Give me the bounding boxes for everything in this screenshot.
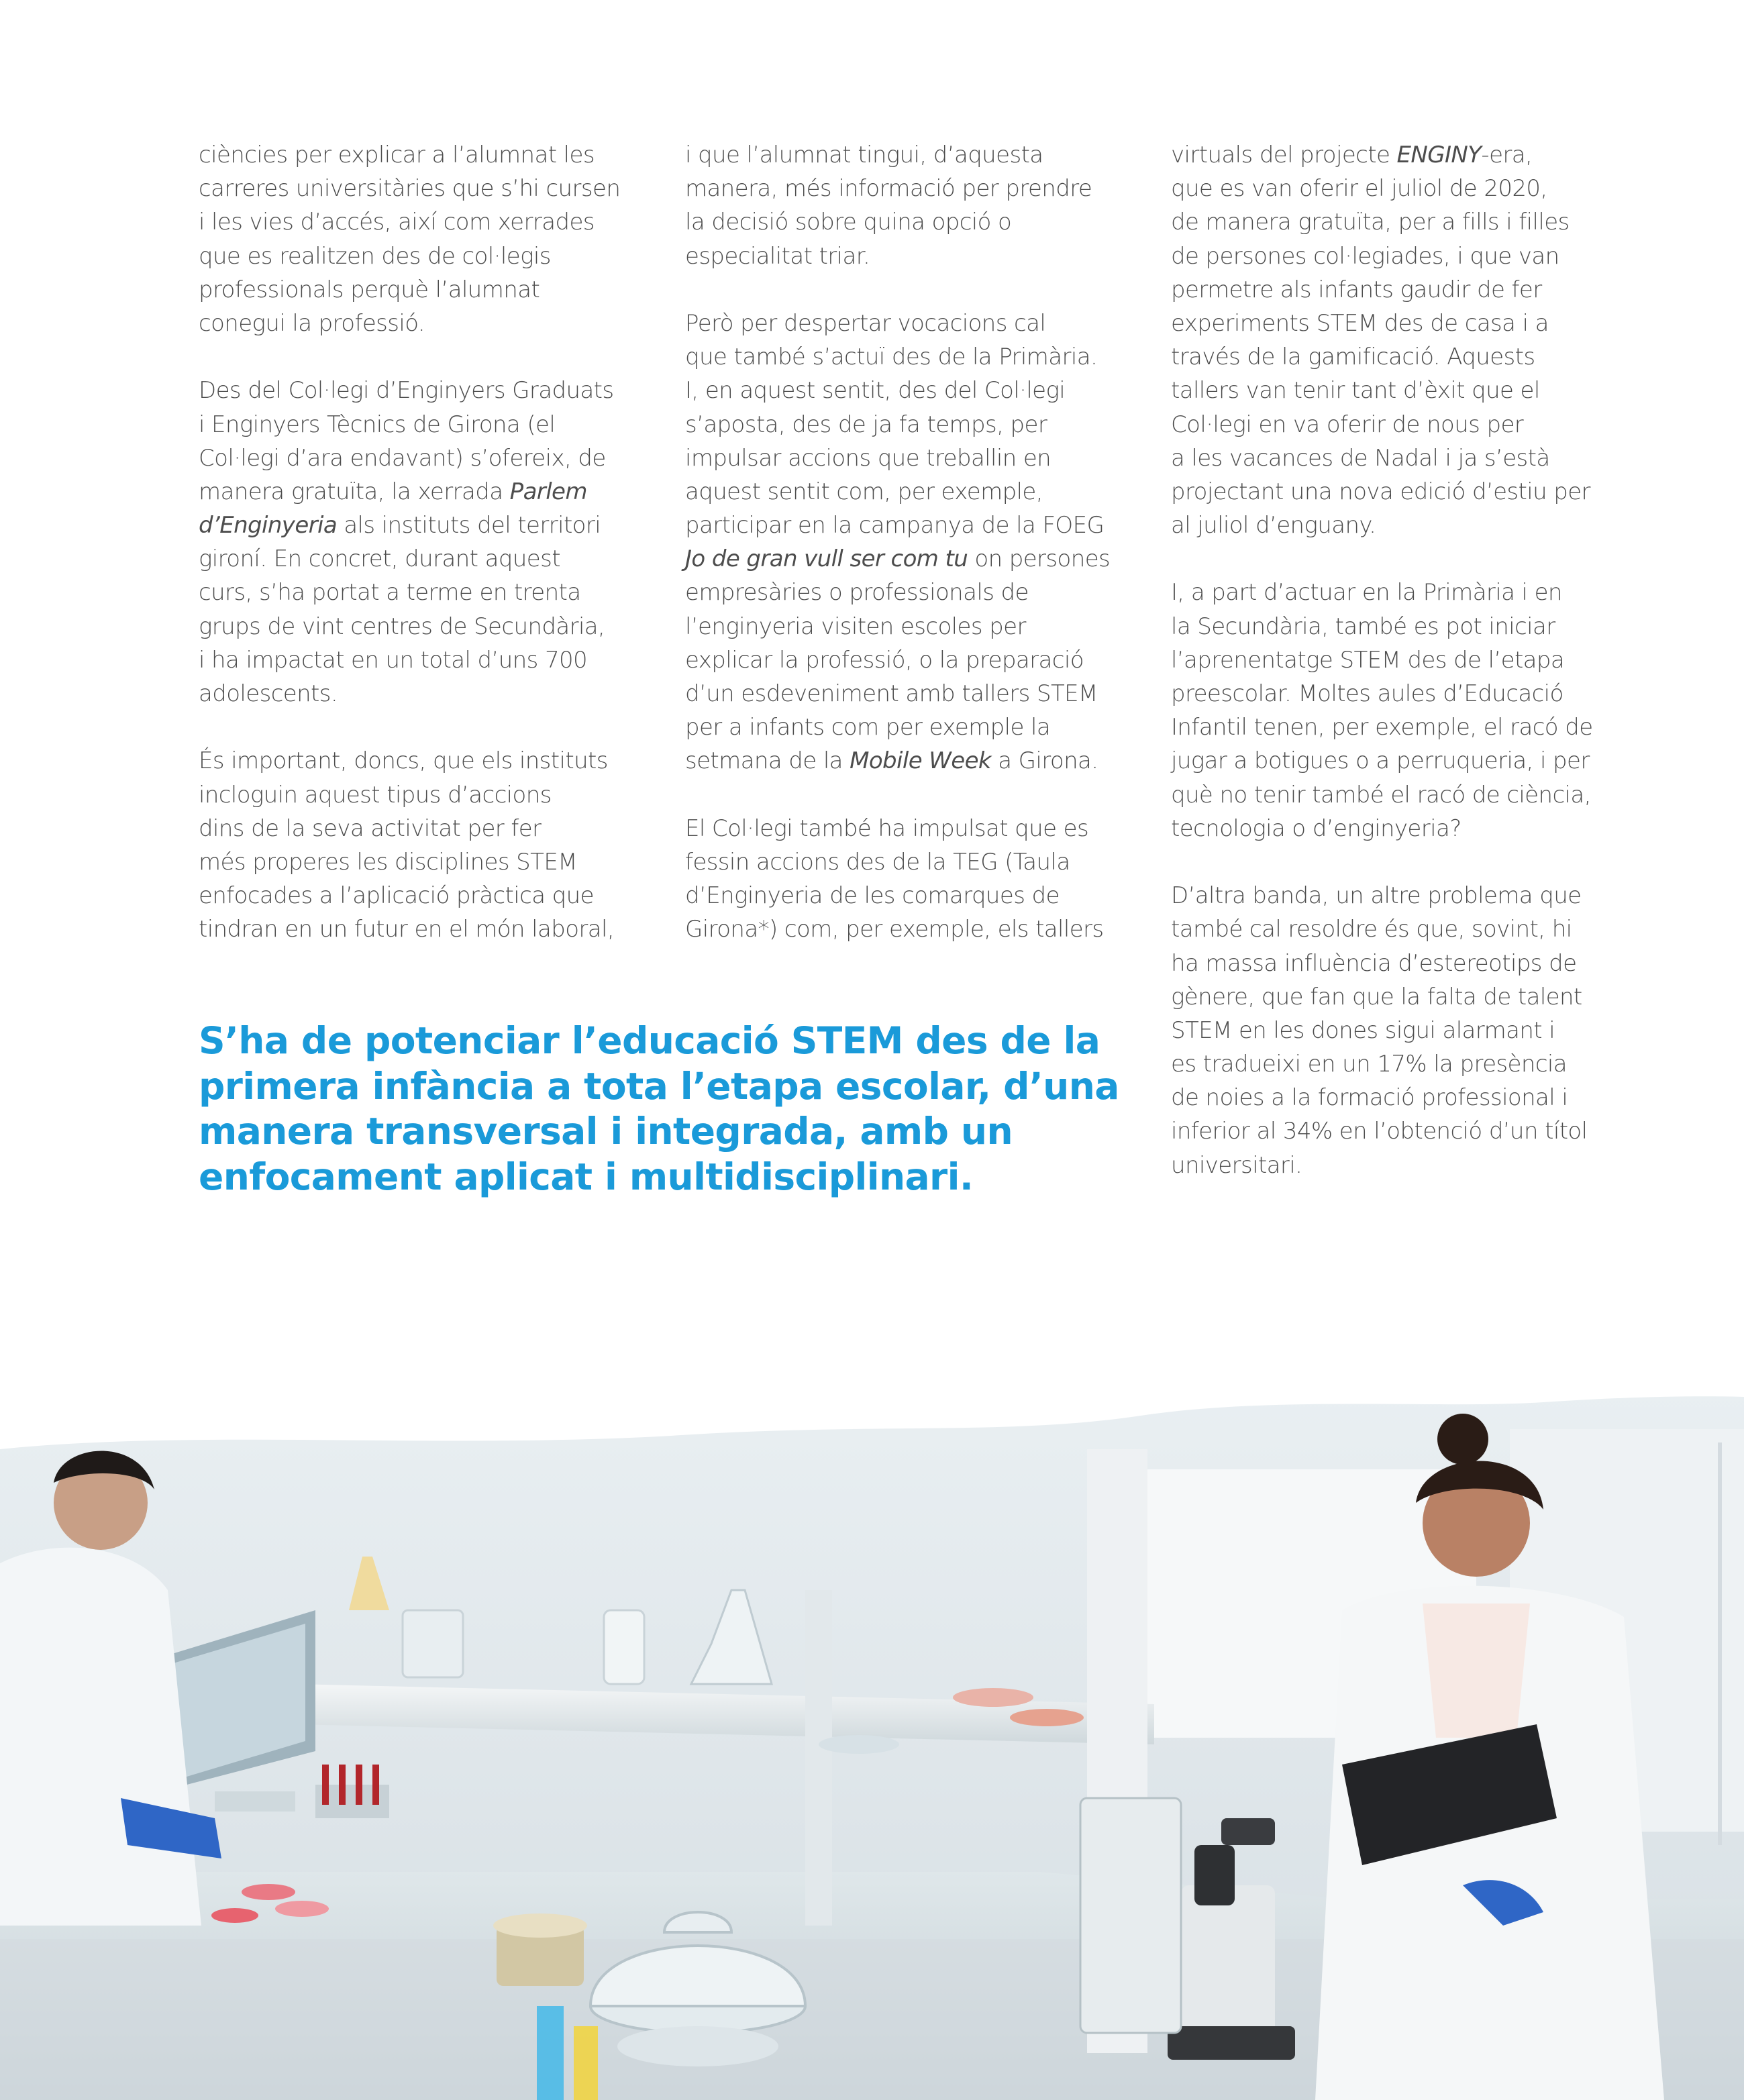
text-line: que també s’actuï des de la Primària. [685,344,1098,371]
paragraph [199,744,620,946]
text-line: l’enginyeria visiten escoles per [685,613,1026,640]
text-line: És important, doncs, que els instituts [199,747,608,775]
text-line: a les vacances de Nadal i ja s’està [1171,444,1550,472]
text-line: fessin accions des de la TEG (Taula [685,848,1070,876]
text-line: D’altra banda, un altre problema que [1171,882,1582,910]
text-column-3 [1171,138,1593,1216]
text-line: projectant una nova edició d’estiu per [1171,478,1590,505]
text-line: especialitat triar. [685,242,870,270]
pull-quote-line: primera infància a tota l’etapa escolar, d’una [199,1064,1119,1108]
pull-quote-line: S’ha de potenciar l’educació STEM des de la [199,1019,1100,1062]
text-line: tecnologia o d’enginyeria? [1171,815,1461,842]
text-line: gironí. En concret, durant aquest [199,545,560,573]
text-line: experiments STEM des de casa i a [1171,309,1549,337]
text-column-1 [199,138,620,980]
text-line: de noies a la formació professional i [1171,1084,1568,1112]
text-line: curs, s’ha portat a terme en trenta [199,579,581,607]
paragraph [1171,576,1593,845]
pull-quote-line: manera transversal i integrada, amb un [199,1110,1013,1153]
text-line: i que l’alumnat tingui, d’aquesta [685,142,1043,168]
text-line: de persones col·legiades, i que van [1171,242,1559,270]
text-line: es tradueixi en un 17% la presència [1171,1051,1567,1078]
text-line: preescolar. Moltes aules d’Educació [1171,680,1563,707]
paragraph [199,138,620,340]
text-line: permetre als infants gaudir de fer [1171,276,1542,303]
text-line: i les vies d’accés, així com xerrades [199,209,595,236]
italic-title: d’Enginyeria [199,512,338,539]
text-line: Però per despertar vocacions cal [685,309,1046,337]
laboratory-photo [0,1389,1744,2100]
text-line: carreres universitàries que s’hi cursen [199,175,621,203]
text-line [199,475,620,509]
text-line: l’aprenentatge STEM des de l’etapa [1171,646,1565,674]
text-run: virtuals del projecte [1171,142,1397,168]
text-line: que es van oferir el juliol de 2020, [1171,175,1547,203]
text-line: d’un esdeveniment amb tallers STEM [685,680,1098,707]
text-line: grups de vint centres de Secundària, [199,613,605,640]
paragraph [685,812,1110,947]
text-line: adolescents. [199,680,338,707]
text-line: Col·legi d’ara endavant) s’ofereix, de [199,444,606,472]
text-run: manera gratuïta, la xerrada [199,478,510,505]
pull-quote-line: enfocament aplicat i multidisciplinari. [199,1155,974,1198]
text-line [685,542,1110,576]
text-line: professionals perquè l’alumnat [199,276,540,303]
text-line: de manera gratuïta, per a fills i filles [1171,209,1570,236]
paragraph [685,138,1110,273]
text-line: inferior al 34% en l’obtenció d’un títol [1171,1118,1588,1145]
text-line: El Col·legi també ha impulsat que es [685,815,1089,842]
text-line: tindran en un futur en el món laboral, [199,916,615,943]
text-line: I, en aquest sentit, des del Col·legi [685,377,1066,405]
text-line [1171,138,1593,172]
text-line: ciències per explicar a l’alumnat les [199,142,595,168]
text-run: als instituts del territori [337,512,601,539]
text-line: enfocades a l’aplicació pràctica que [199,882,594,910]
text-line: universitari. [1171,1151,1302,1179]
text-line: participar en la campanya de la FOEG [685,512,1105,539]
text-line: Girona*) com, per exemple, els tallers [685,916,1104,943]
paragraph [1171,879,1593,1182]
text-line: d’Enginyeria de les comarques de [685,882,1060,910]
text-run: -era, [1481,142,1533,168]
text-line: al juliol d’enguany. [1171,512,1376,539]
paragraph [1171,138,1593,542]
text-line: aquest sentit com, per exemple, [685,478,1043,505]
text-line: jugar a botigues o a perruqueria, i per [1171,747,1590,775]
text-run: a Girona. [991,747,1098,775]
text-column-2 [685,138,1110,980]
italic-title: Mobile Week [850,747,991,775]
text-run: on persones [968,545,1111,573]
text-line: incloguin aquest tipus d’accions [199,781,552,808]
italic-title: Parlem [509,478,587,505]
text-line: s’aposta, des de ja fa temps, per [685,411,1047,438]
pull-quote [199,1018,1119,1200]
text-line: empresàries o professionals de [685,579,1029,607]
text-line [199,509,620,542]
text-line: Col·legi en va oferir de nous per [1171,411,1524,438]
text-line [685,744,1110,778]
text-line: impulsar accions que treballin en [685,444,1051,472]
text-line: la decisió sobre quina opció o [685,209,1012,236]
text-line: i ha impactat en un total d’uns 700 [199,646,588,674]
text-line: més properes les disciplines STEM [199,848,577,876]
text-line: explicar la professió, o la preparació [685,646,1084,674]
text-line: Infantil tenen, per exemple, el racó de [1171,714,1593,741]
text-line: gènere, que fan que la falta de talent [1171,983,1582,1010]
text-line: la Secundària, també es pot iniciar [1171,613,1555,640]
paragraph [199,374,620,711]
text-line: manera, més informació per prendre [685,175,1092,203]
text-line: dins de la seva activitat per fer [199,815,542,842]
text-line: per a infants com per exemple la [685,714,1051,741]
text-line: Des del Col·legi d’Enginyers Graduats [199,377,614,405]
text-line: través de la gamificació. Aquests [1171,344,1535,371]
text-line: I, a part d’actuar en la Primària i en [1171,579,1562,607]
text-line: ha massa influència d’estereotips de [1171,949,1577,977]
text-line: conegui la professió. [199,309,425,337]
text-line: també cal resoldre és que, sovint, hi [1171,916,1572,943]
text-line: STEM en les dones sigui alarmant i [1171,1016,1555,1044]
text-line: què no tenir també el racó de ciència, [1171,781,1591,808]
text-line: que es realitzen des de col·legis [199,242,551,270]
italic-title: Jo de gran vull ser com tu [685,545,968,573]
text-line: tallers van tenir tant d’èxit que el [1171,377,1540,405]
text-run: setmana de la [685,747,850,775]
paragraph [685,307,1110,778]
italic-title: ENGINY [1396,142,1482,168]
text-line: i Enginyers Tècnics de Girona (el [199,411,556,438]
